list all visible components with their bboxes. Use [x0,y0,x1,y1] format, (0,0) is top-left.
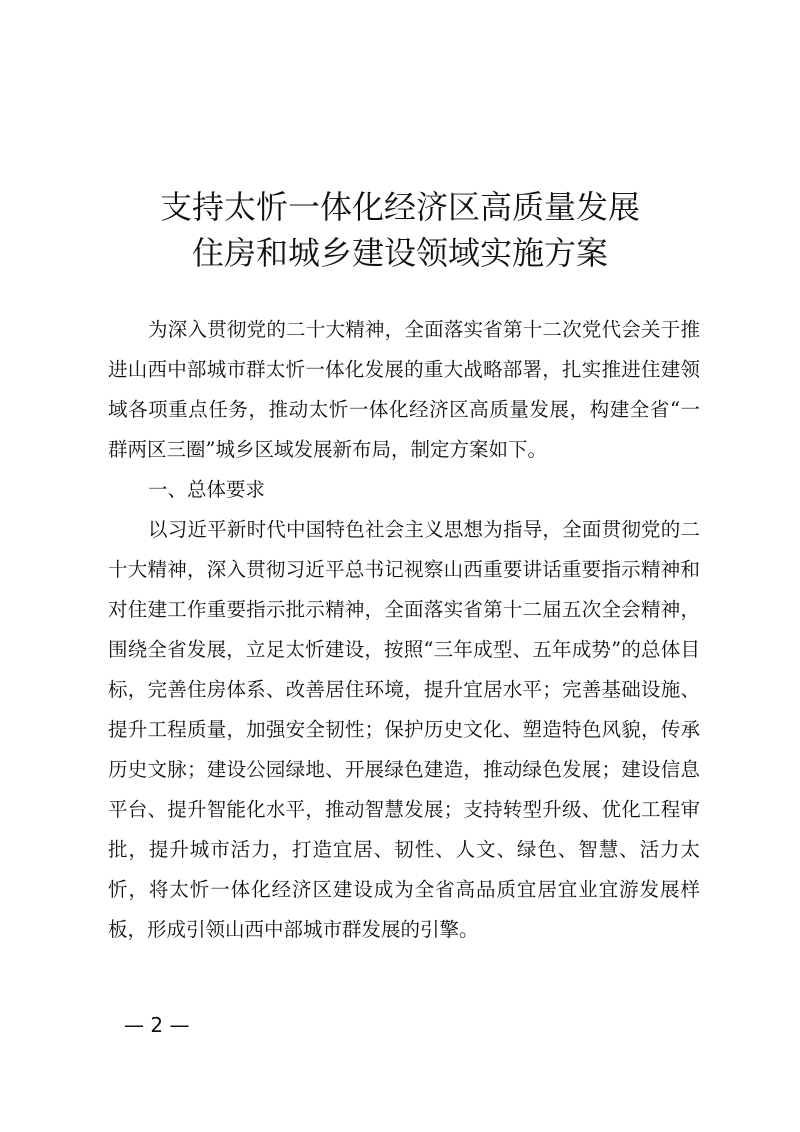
document-title-line-1: 支持太忻一体化经济区高质量发展 [159,188,640,226]
general-requirements-paragraph: 以习近平新时代中国特色社会主义思想为指导，全面贯彻党的二十大精神，深入贯彻习近平总书记视察山西重要讲话重要指示精神和对住建工作重要指示批示精神，全面落实省第十二届五次全会精神，围绕全省发展，立足太忻建设，按照“三年成型、五年成势”的总体目标，完善住房体系、改善居住环境，提升宜居水平；完善基础设施、提升工程质量，加强安全韧性；保护历史文化、塑造特色风貌，传承历史文脉；建设公园绿地、开展绿色建造，推动绿色发展；建设信息平台、提升智能化水平，推动智慧发展；支持转型升级、优化工程审批，提升城市活力，打造宜居、韧性、人文、绿色、智慧、活力太忻，将太忻一体化经济区建设成为全省高品质宜居宜业宜游发展样板，形成引领山西中部城市群发展的引擎。 [108,518,700,941]
intro-paragraph: 为深入贯彻党的二十大精神，全面落实省第十二次党代会关于推进山西中部城市群太忻一体化发展的重大战略部署，扎实推进住建领域各项重点任务，推动太忻一体化经济区高质量发展，构建全省“一群两区三圈”城乡区域发展新布局，制定方案如下。 [108,318,700,461]
page-number: — 2 — [124,1013,190,1037]
document-title-line-2: 住房和城乡建设领域实施方案 [191,234,608,272]
section-heading-general-requirements: 一、总体要求 [148,478,266,501]
document-body [108,310,700,950]
